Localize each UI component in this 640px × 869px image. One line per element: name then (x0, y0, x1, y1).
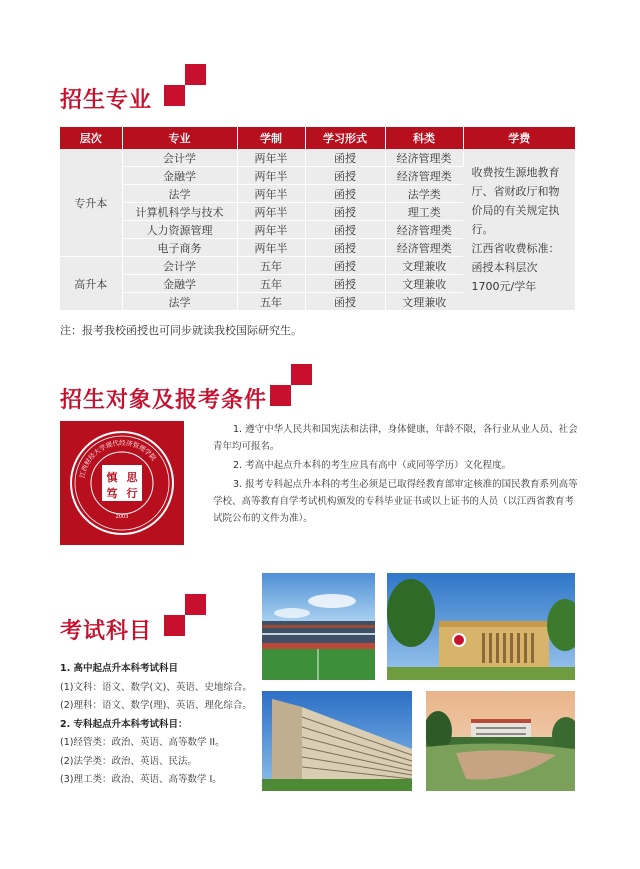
table-cell: 法学 (122, 185, 237, 203)
seal-char: 慎 (106, 471, 118, 484)
exam-line: (2)理科：语文、数学(理)、英语、理化综合。 (60, 700, 252, 711)
table-cell: 五年 (237, 275, 305, 293)
fee-line: 1700元/学年 (471, 280, 537, 293)
table-header-cell: 学费 (463, 127, 575, 149)
level-cell: 高升本 (60, 257, 122, 311)
table-cell: 函授 (305, 257, 385, 275)
exam-heading: 2. 专科起点升本科考试科目： (60, 718, 188, 730)
decoration-squares (164, 64, 206, 106)
table-cell: 两年半 (237, 239, 305, 257)
table-header-cell: 科类 (385, 127, 463, 149)
eligibility-item: 1. 遵守中华人民共和国宪法和法律，身体健康，年龄不限，各行业从业人员、社会青年均可报名。 (213, 424, 578, 452)
eligibility-text (213, 421, 578, 529)
table-cell: 经济管理类 (385, 239, 463, 257)
eligibility-item: 2. 考高中起点升本科的考生应具有高中（或同等学历）文化程度。 (233, 460, 512, 471)
table-header-row (60, 127, 575, 149)
table-cell: 会计学 (122, 149, 237, 167)
decoration-squares (270, 364, 312, 406)
table-cell: 经济管理类 (385, 221, 463, 239)
table-header-cell: 专业 (122, 127, 237, 149)
seal-char: 思 (126, 471, 138, 484)
exam-line: (1)文科：语文、数学(文)、英语、史地综合。 (60, 681, 252, 693)
table-cell: 五年 (237, 293, 305, 311)
section-title-exams: 考试科目 (60, 619, 153, 644)
fee-line: 函授本科层次 (471, 261, 538, 274)
section-title-eligibility: 招生对象及报考条件 (60, 388, 268, 413)
eligibility-item: 3. 报考专科起点升本科的考生必须是已取得经教育部审定核准的国民教育系列高等学校、高等教育自学考试机构颁发的专科毕业证书或以上证书的人员（以江西省教育考试院公布的文件为准）。 (213, 479, 578, 524)
table-cell: 函授 (305, 149, 385, 167)
table-cell: 法学 (122, 293, 237, 311)
table-cell: 两年半 (237, 149, 305, 167)
decoration-squares (164, 594, 206, 636)
table-cell: 函授 (305, 275, 385, 293)
table-cell: 会计学 (122, 257, 237, 275)
fee-line: 价局的有关规定执 (471, 204, 560, 217)
photo-dormitory-building (262, 691, 412, 791)
table-cell: 函授 (305, 167, 385, 185)
table-cell: 计算机科学与技术 (122, 203, 237, 221)
table-cell: 两年半 (237, 221, 305, 239)
photo-lake-campus (426, 691, 575, 791)
seal-char: 笃 (106, 487, 118, 500)
table-cell: 经济管理类 (385, 167, 463, 185)
table-cell: 人力资源管理 (122, 221, 237, 239)
photo-stadium (262, 573, 375, 680)
fee-line: 收费按生源地教育 (471, 166, 560, 179)
table-note: 注：报考我校函授也可同步就读我校国际研究生。 (60, 324, 302, 337)
fee-cell (463, 149, 575, 311)
table-cell: 文理兼收 (385, 275, 463, 293)
exam-heading: 1. 高中起点升本科考试科目 (60, 663, 179, 674)
exam-line: (3)理工类：政治、英语、高等数学 I。 (60, 774, 222, 785)
table-cell: 函授 (305, 203, 385, 221)
table-cell: 电子商务 (122, 239, 237, 257)
emblem-year: 2003 (115, 514, 129, 520)
table-cell: 两年半 (237, 203, 305, 221)
table-row (60, 149, 575, 167)
exam-line: (1)经管类：政治、英语、高等数学 II。 (60, 737, 225, 748)
fee-line: 厅、省财政厅和物 (471, 185, 560, 198)
table-cell: 函授 (305, 239, 385, 257)
college-emblem (60, 421, 184, 545)
table-cell: 五年 (237, 257, 305, 275)
table-cell: 两年半 (237, 185, 305, 203)
fee-line: 行。 (471, 223, 494, 236)
table-cell: 经济管理类 (385, 149, 463, 167)
table-cell: 金融学 (122, 275, 237, 293)
table-cell: 函授 (305, 221, 385, 239)
table-cell: 文理兼收 (385, 293, 463, 311)
exam-subjects (60, 660, 260, 790)
photo-library-building (387, 573, 575, 680)
table-cell: 两年半 (237, 167, 305, 185)
table-cell: 法学类 (385, 185, 463, 203)
table-cell: 金融学 (122, 167, 237, 185)
table-cell: 函授 (305, 293, 385, 311)
table-cell: 文理兼收 (385, 257, 463, 275)
exam-line: (2)法学类：政治、英语、民法。 (60, 755, 197, 767)
table-cell: 函授 (305, 185, 385, 203)
table-header-cell: 学制 (237, 127, 305, 149)
majors-table (60, 127, 575, 311)
seal-char: 行 (126, 487, 138, 500)
emblem-ring-text: 江西财经大学现代经济管理学院 (78, 438, 158, 479)
table-cell: 理工类 (385, 203, 463, 221)
level-cell: 专升本 (60, 149, 122, 257)
table-header-cell: 层次 (60, 127, 122, 149)
fee-line: 江西省收费标准： (471, 242, 560, 255)
table-header-cell: 学习形式 (305, 127, 385, 149)
emblem-seal (102, 465, 142, 501)
section-title-majors: 招生专业 (60, 88, 153, 113)
